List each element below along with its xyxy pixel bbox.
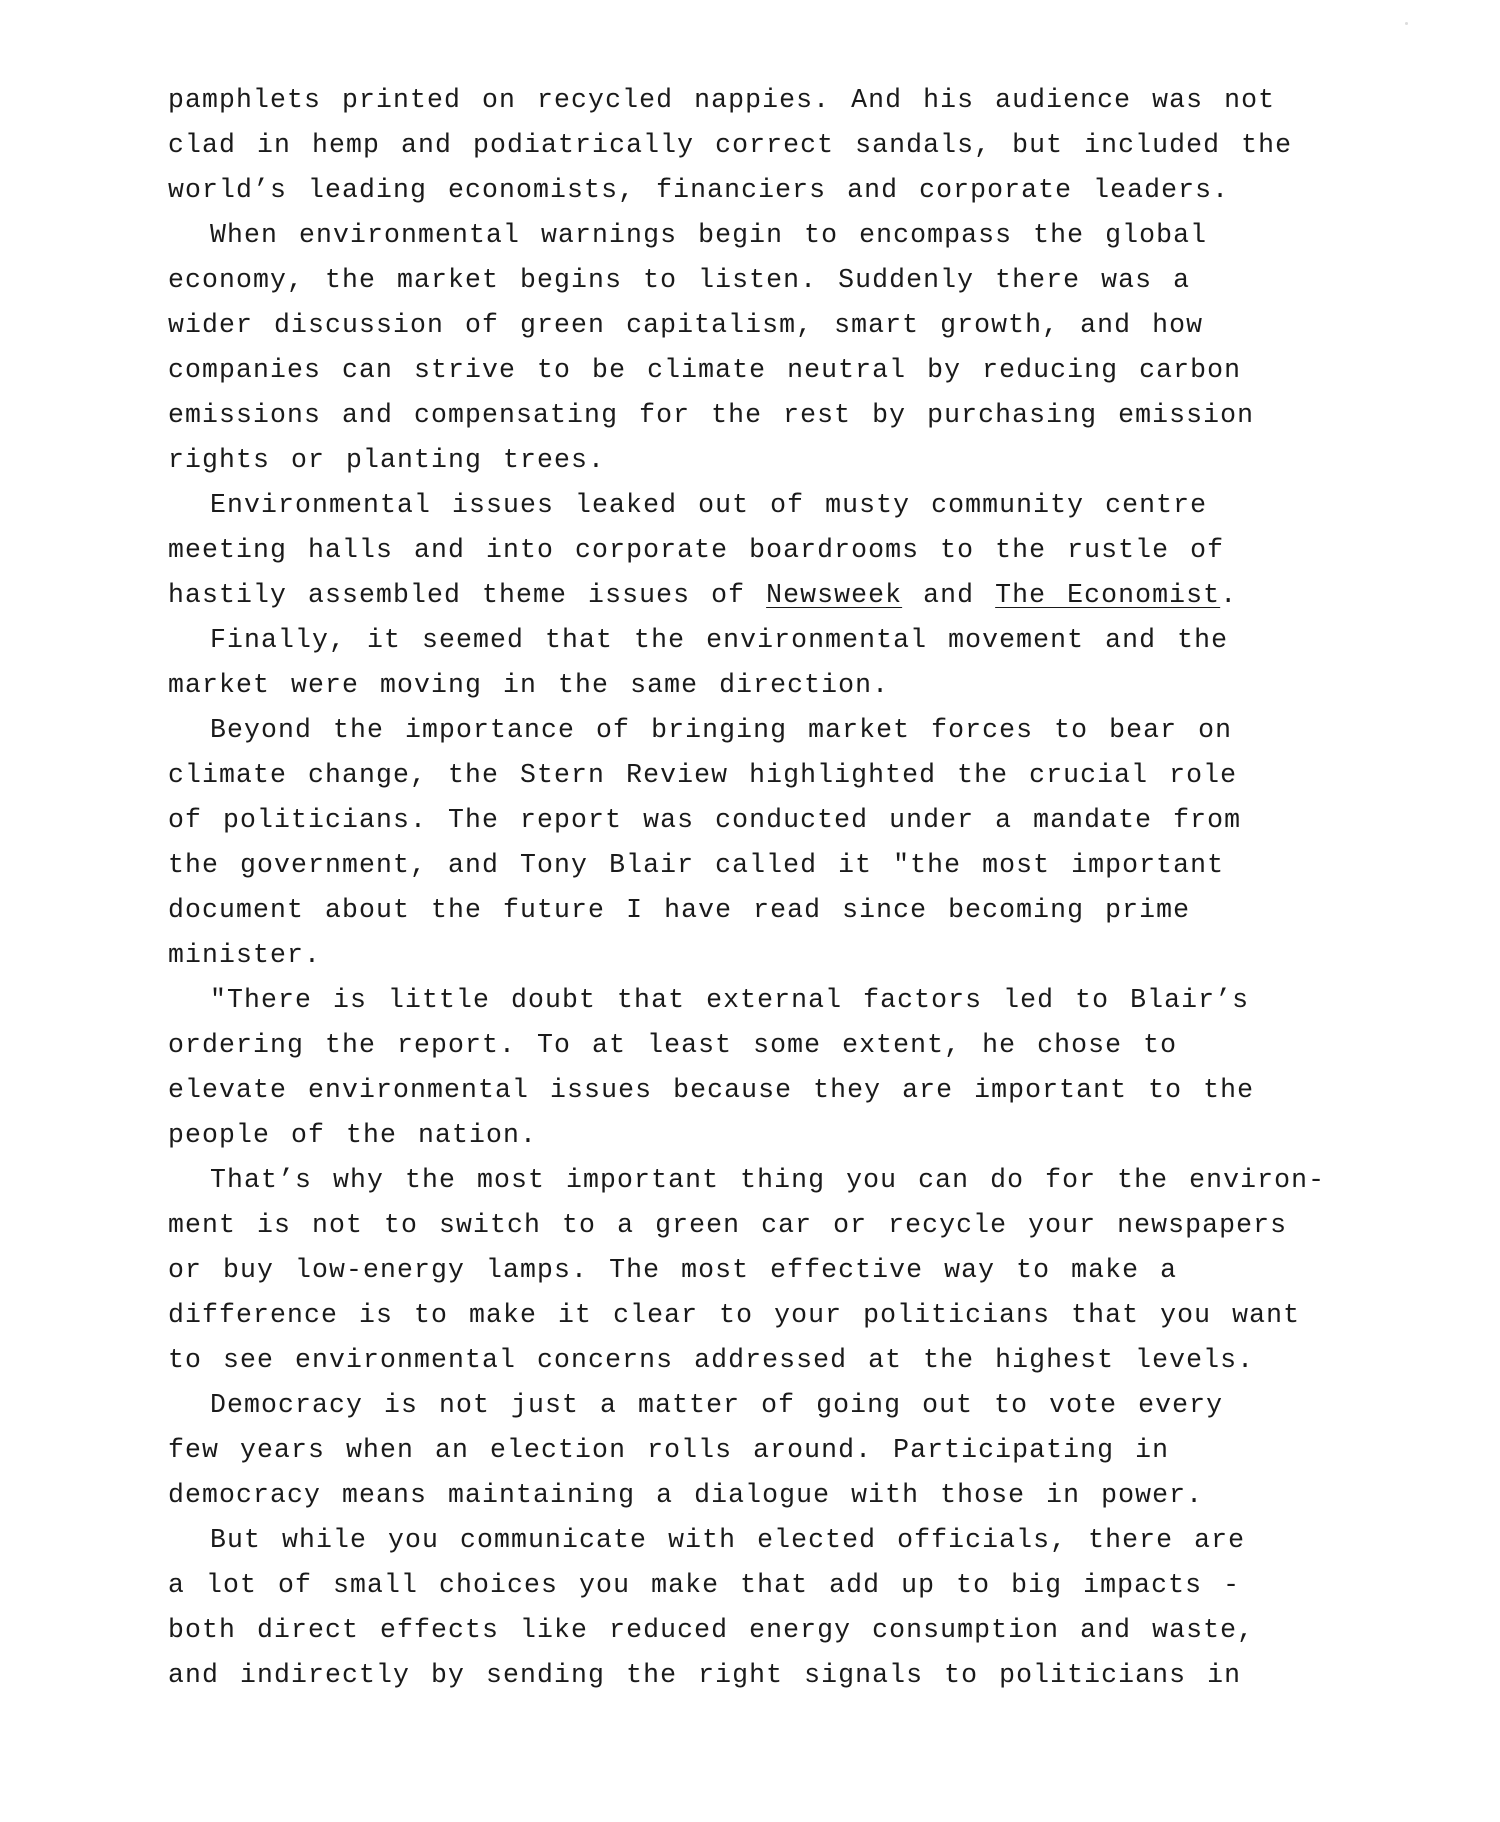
line-text: elevate environmental issues because they are important to the [168,1075,1255,1105]
line-text: both direct effects like reduced energy consumption and waste, [168,1615,1255,1645]
line-text: document about the future I have read since becoming prime [168,895,1191,925]
text-line [168,663,1338,708]
text-line [168,843,1338,888]
text-line [168,78,1338,123]
line-text: economy, the market begins to listen. Suddenly there was a [168,265,1191,295]
line-text: and indirectly by sending the right signals to politicians in [168,1660,1242,1690]
line-text: market were moving in the same direction. [168,670,890,700]
line-text: few years when an election rolls around. Participating in [168,1435,1170,1465]
text-line [168,1293,1338,1338]
line-text: to see environmental concerns addressed at the highest levels. [168,1345,1255,1375]
text-line [168,438,1338,483]
line-text: rights or planting trees. [168,445,606,475]
line-text: or buy low-energy lamps. The most effective way to make a [168,1255,1178,1285]
text-line [168,1428,1338,1473]
line-text: wider discussion of green capitalism, smart growth, and how [168,310,1204,340]
text-line [168,1113,1338,1158]
text-line [168,708,1338,753]
text-line [168,168,1338,213]
line-text: and [902,580,996,610]
text-line [168,1563,1338,1608]
line-text: meeting halls and into corporate boardrooms to the rustle of [168,535,1225,565]
text-line [168,1158,1338,1203]
text-line [168,1203,1338,1248]
text-line [168,1023,1338,1068]
line-text: "There is little doubt that external factors led to Blair’s [210,985,1250,1015]
text-line [168,483,1338,528]
line-text: companies can strive to be climate neutral by reducing carbon [168,355,1242,385]
line-text: Finally, it seemed that the environmental movement and the [210,625,1229,655]
line-text: When environmental warnings begin to encompass the global [210,220,1208,250]
text-line [168,123,1338,168]
text-line [168,1518,1338,1563]
text-line [168,1068,1338,1113]
line-text: ordering the report. To at least some extent, he chose to [168,1030,1178,1060]
line-text: That’s why the most important thing you can do for the environ- [210,1165,1326,1195]
line-text: emissions and compensating for the rest by purchasing emission [168,400,1255,430]
scan-speck [1405,22,1408,25]
text-line [168,1608,1338,1653]
text-line [168,1653,1338,1698]
text-line [168,1248,1338,1293]
text-line [168,753,1338,798]
text-line [168,1473,1338,1518]
text-line [168,933,1338,978]
publication-title-economist: The Economist [995,580,1221,610]
text-line [168,213,1338,258]
line-text: minister. [168,940,322,970]
line-text: . [1220,580,1238,610]
text-line [168,303,1338,348]
line-text: world’s leading economists, financiers and corporate leaders. [168,175,1230,205]
line-text: of politicians. The report was conducted under a mandate from [168,805,1242,835]
line-text: democracy means maintaining a dialogue with those in power. [168,1480,1204,1510]
text-line [168,888,1338,933]
line-text: people of the nation. [168,1120,538,1150]
text-line [168,1383,1338,1428]
text-line [168,393,1338,438]
line-text: clad in hemp and podiatrically correct sandals, but included the [168,130,1293,160]
line-text: the government, and Tony Blair called it "the most important [168,850,1225,880]
text-line [168,348,1338,393]
line-text: a lot of small choices you make that add up to big impacts - [168,1570,1241,1600]
line-text: climate change, the Stern Review highlighted the crucial role [168,760,1238,790]
text-line [168,1338,1338,1383]
publication-title-newsweek: Newsweek [766,580,903,610]
text-line [168,573,1338,618]
line-text: difference is to make it clear to your politicians that you want [168,1300,1301,1330]
body-text [168,78,1338,1698]
line-text: ment is not to switch to a green car or recycle your newspapers [168,1210,1288,1240]
line-text: pamphlets printed on recycled nappies. And his audience was not [168,85,1276,115]
text-line [168,528,1338,573]
text-line [168,258,1338,303]
line-text: Beyond the importance of bringing market forces to bear on [210,715,1233,745]
line-text: Democracy is not just a matter of going out to vote every [210,1390,1224,1420]
line-text: But while you communicate with elected officials, there are [210,1525,1246,1555]
text-line [168,618,1338,663]
line-text: Environmental issues leaked out of musty community centre [210,490,1208,520]
line-text: hastily assembled theme issues of [168,580,767,610]
text-line [168,798,1338,843]
text-line [168,978,1338,1023]
